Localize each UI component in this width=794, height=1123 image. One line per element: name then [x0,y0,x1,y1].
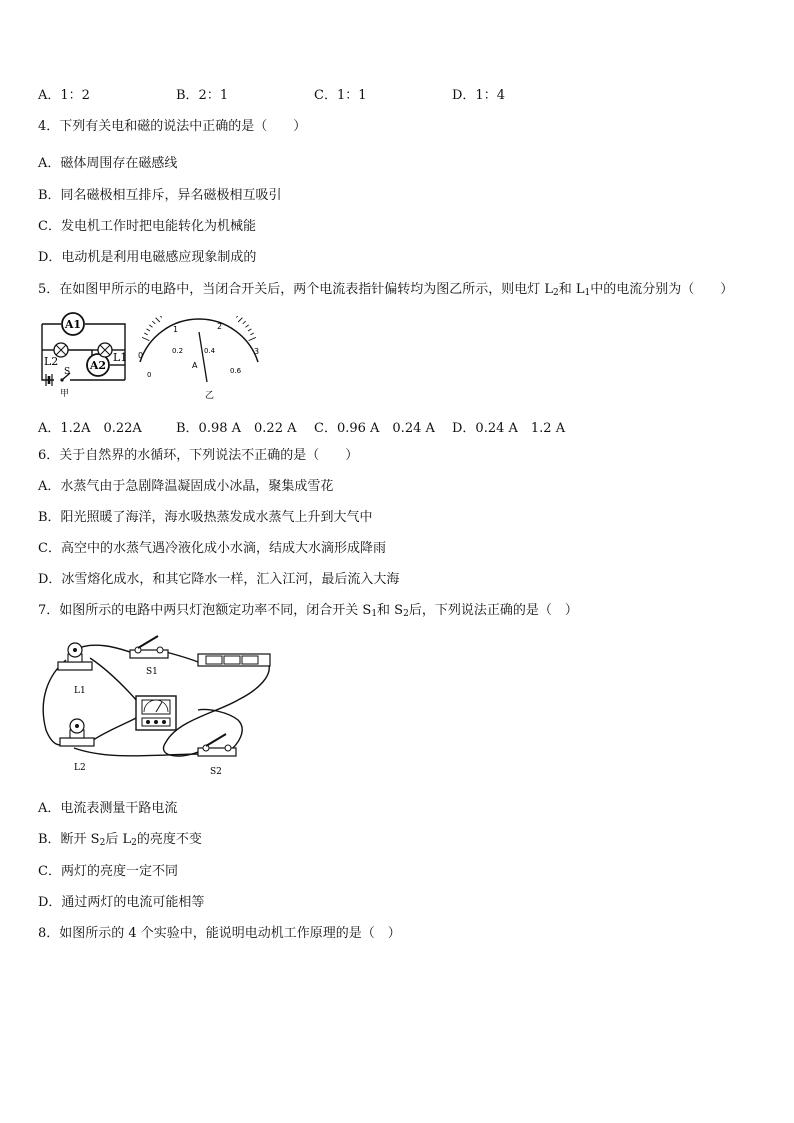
switch-s2-device [198,734,236,756]
q7-option-b: B．断开 $S_2$后 $L_2$的亮度不变 [38,832,202,848]
q7-figure [38,630,278,782]
q4-option-c: C．发电机工作时把电能转化为机械能 [38,219,256,234]
wire [42,324,54,380]
dial-tick [147,329,150,331]
q4-option-d: D．电动机是利用电磁感应现象制成的 [38,250,257,265]
caption-jia: 甲 [60,389,70,398]
label-l2: L2 [44,355,59,368]
q7-stem: 7．如图所示的电路中两只灯泡额定功率不同，闭合开关 $S_1$和 $S_2$后，下列说法正确的是（ ） [38,603,578,619]
dial-tick [149,325,152,327]
q5-figure-jia [34,310,134,398]
tick-top-3: 3 [254,347,260,356]
q6-option-a: A．水蒸气由于急剧降温凝固成小冰晶，聚集成雪花 [38,479,334,494]
battery-box-device [198,654,270,666]
q5-option-b: B．0.98 A 0.22 A [176,421,297,436]
dial-arc [140,319,258,362]
label-l1: L1 [74,686,86,696]
q3-options [0,84,794,103]
q4-option-a: A．磁体周围存在磁感线 [38,156,178,171]
tick-top-0: 0 [138,351,144,360]
label-a2: A2 [89,359,107,372]
dial-tick [246,325,249,327]
tick-bottom-1: 0.2 [172,347,184,355]
q5-option-a: A．1.2A 0.22A [38,421,142,436]
q5-stem: 5．在如图甲所示的电路中，当闭合开关后，两个电流表指针偏转均为图乙所示，则电灯 $L_2$和 $L_1$中的电流分别为（ ） [38,282,734,298]
label-s: S [64,367,71,377]
q3-option-c: C．1：1 [314,88,367,103]
ammeter-device [136,696,176,730]
dial-tick [249,337,256,340]
dial-tick [152,321,155,324]
q5-figure-yi [134,316,264,404]
q4-stem: 4．下列有关电和磁的说法中正确的是（ ） [38,119,307,134]
q7-option-d: D．通过两灯的电流可能相等 [38,895,205,910]
dial-tick [238,318,242,322]
label-l1: L1 [113,351,128,364]
tick-bottom-2: 0.4 [204,347,216,355]
lamp-l1-device [58,643,92,670]
dial-tick [159,316,162,318]
q6-stem: 6．关于自然界的水循环，下列说法不正确的是（ ） [38,448,359,463]
q5-option-d: D．0.24 A 1.2 A [452,421,566,436]
label-s2: S2 [210,767,222,777]
lamp-l2-device [60,719,94,746]
q3-option-d: D．1：4 [452,88,505,103]
dial-unit: A [192,361,198,370]
q8-stem: 8．如图所示的 4 个实验中，能说明电动机工作原理的是（ ） [38,926,401,941]
q5-options [0,417,794,436]
label-s1: S1 [146,667,158,677]
dial-tick [142,337,149,340]
q4-option-b: B．同名磁极相互排斥，异名磁极相互吸引 [38,188,282,203]
caption-yi: 乙 [205,391,215,401]
dial-tick [248,329,251,331]
dial-pointer [199,332,207,382]
q3-option-a: A．1：2 [38,88,90,103]
lamp-l1-symbol [98,343,112,357]
dial-tick [144,333,148,335]
q5-option-c: C．0.96 A 0.24 A [314,421,435,436]
q6-option-d: D．冰雪熔化成水，和其它降水一样，汇入江河，最后流入大海 [38,572,400,587]
tick-top-1: 1 [173,325,179,334]
tick-bottom-0: 0 [147,371,152,379]
q3-option-b: B．2：1 [176,88,229,103]
q6-option-c: C．高空中的水蒸气遇冷液化成小水滴，结成大水滴形成降雨 [38,541,386,556]
tick-top-2: 2 [217,322,223,331]
dial-tick [156,318,160,322]
dial-tick [250,333,254,335]
label-l2: L2 [74,763,86,773]
tick-bottom-3: 0.6 [230,367,242,375]
switch-s1-device [130,636,168,658]
q7-option-c: C．两灯的亮度一定不同 [38,864,178,879]
dial-tick [236,316,239,318]
label-a1: A1 [64,318,82,331]
dial-tick [243,321,246,324]
q7-option-a: A．电流表测量干路电流 [38,801,178,816]
q6-option-b: B．阳光照暖了海洋，海水吸热蒸发成水蒸气上升到大气中 [38,510,373,525]
